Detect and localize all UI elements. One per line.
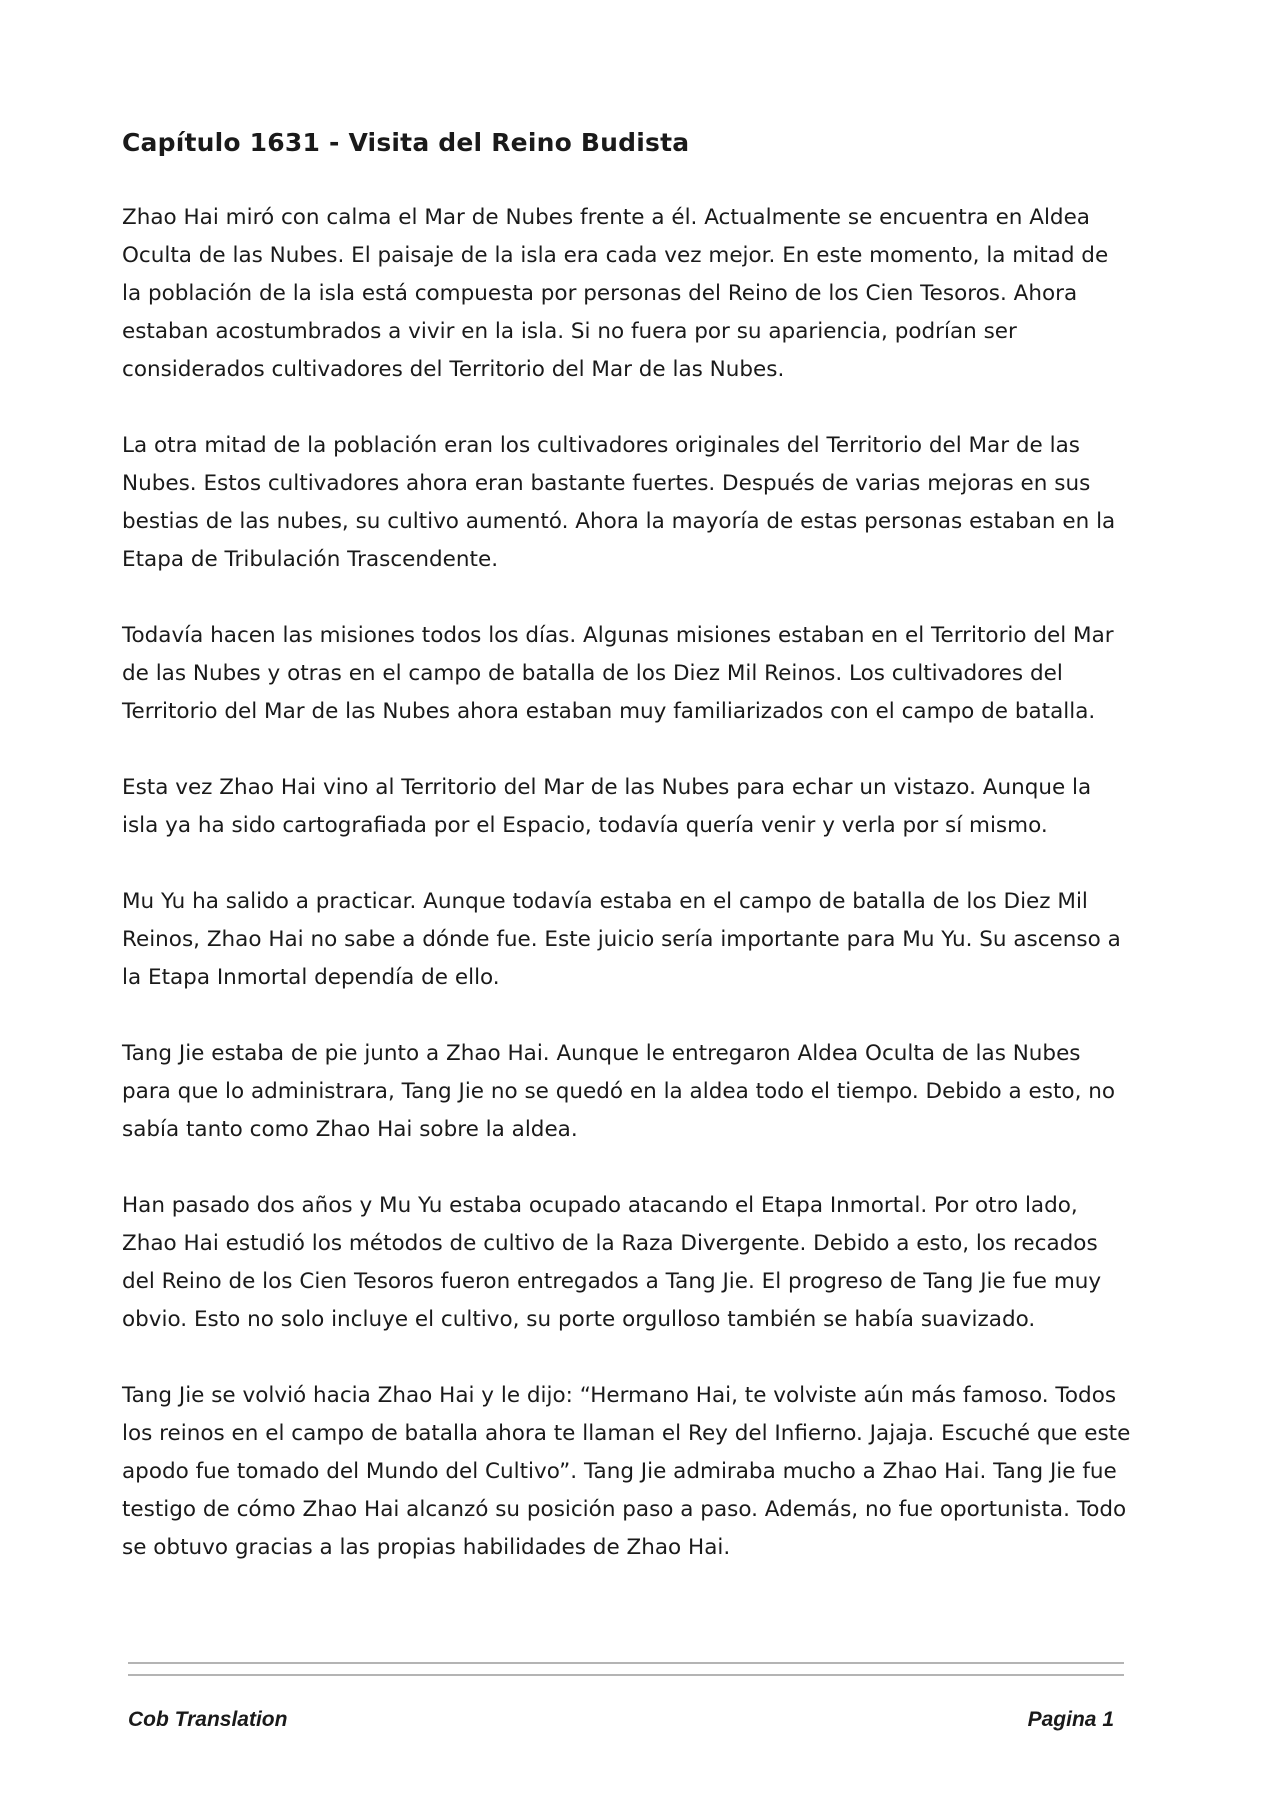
footer-page-number: Pagina 1 [1027, 1708, 1114, 1731]
chapter-title: Capítulo 1631 - Visita del Reino Budista [122, 128, 690, 157]
paragraph-5: Mu Yu ha salido a practicar. Aunque todavía estaba en el campo de batalla de los Diez Mil Reinos, Zhao Hai no sabe a dónde fue. Este juicio sería importante para Mu Yu. Su ascenso a la Etapa Inmortal dependía de ello. [122, 889, 1121, 990]
paragraph-6: Tang Jie estaba de pie junto a Zhao Hai. Aunque le entregaron Aldea Oculta de las Nubes para que lo administrara, Tang Jie no se quedó en la aldea todo el tiempo. Debido a esto, no sabía tanto como Zhao Hai sobre la aldea. [122, 1041, 1116, 1142]
footer-rule-top [128, 1662, 1124, 1664]
paragraph-7: Han pasado dos años y Mu Yu estaba ocupado atacando el Etapa Inmortal. Por otro lado, Zhao Hai estudió los métodos de cultivo de la Raza Divergente. Debido a esto, los recados del Reino de los Cien Tesoros fueron entregados a Tang Jie. El progreso de Tang Jie fue muy obvio. Esto no solo incluye el cultivo, su porte orgulloso también se había suavizado. [122, 1193, 1102, 1332]
document-page [122, 128, 1132, 1605]
footer-translator: Cob Translation [128, 1708, 288, 1731]
paragraph-8: Tang Jie se volvió hacia Zhao Hai y le dijo: “Hermano Hai, te volviste aún más famoso. Todos los reinos en el campo de batalla ahora te llaman el Rey del Infierno. Jajaja. Escuché que este apodo fue tomado del Mundo del Cultivo”. Tang Jie admiraba mucho a Zhao Hai. Tang Jie fue testigo de cómo Zhao Hai alcanzó su posición paso a paso. Además, no fue oportunista. Todo se obtuvo gracias a las propias habilidades de Zhao Hai. [122, 1383, 1131, 1560]
paragraph-1: Zhao Hai miró con calma el Mar de Nubes frente a él. Actualmente se encuentra en Aldea Oculta de las Nubes. El paisaje de la isla era cada vez mejor. En este momento, la mitad de la población de la isla está compuesta por personas del Reino de los Cien Tesoros. Ahora estaban acostumbrados a vivir en la isla. Si no fuera por su apariencia, podrían ser considerados cultivadores del Territorio del Mar de las Nubes. [122, 205, 1109, 382]
paragraph-2: La otra mitad de la población eran los cultivadores originales del Territorio del Mar de las Nubes. Estos cultivadores ahora eran bastante fuertes. Después de varias mejoras en sus bestias de las nubes, su cultivo aumentó. Ahora la mayoría de estas personas estaban en la Etapa de Tribulación Trascendente. [122, 433, 1116, 572]
footer-divider [128, 1662, 1124, 1676]
footer-rule-bottom [128, 1674, 1124, 1676]
paragraph-3: Todavía hacen las misiones todos los días. Algunas misiones estaban en el Territorio del Mar de las Nubes y otras en el campo de batalla de los Diez Mil Reinos. Los cultivadores del Territorio del Mar de las Nubes ahora estaban muy familiarizados con el campo de batalla. [122, 623, 1114, 724]
paragraph-4: Esta vez Zhao Hai vino al Territorio del Mar de las Nubes para echar un vistazo. Aunque la isla ya ha sido cartografiada por el Espacio, todavía quería venir y verla por sí mismo. [122, 775, 1092, 838]
